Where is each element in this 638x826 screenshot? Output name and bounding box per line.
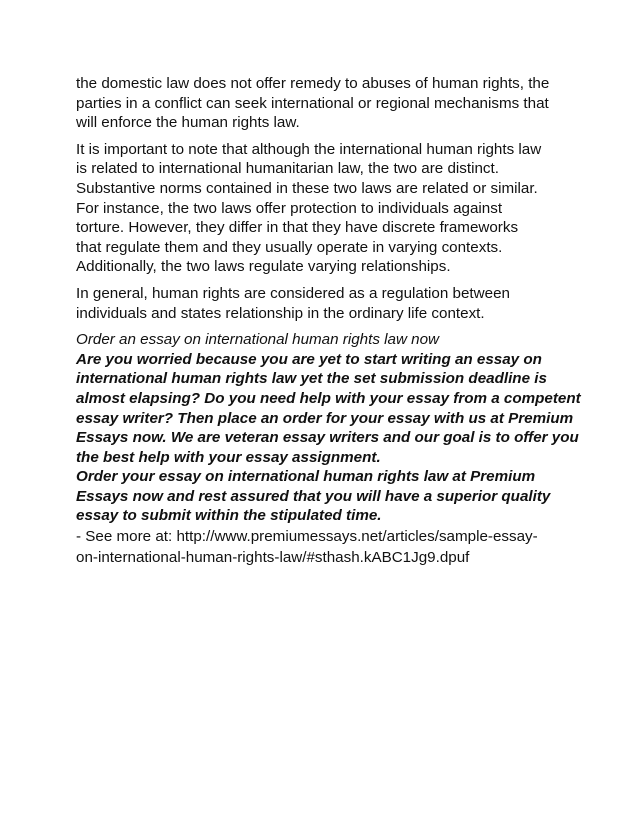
promo-paragraph — [76, 350, 581, 468]
text-line: Essays now. We are veteran essay writers and our goal is to offer you — [76, 429, 579, 447]
paragraph-general — [76, 284, 568, 323]
text-line: almost elapsing? Do you need help with your essay from a competent — [76, 389, 581, 407]
text-line: parties in a conflict can seek international or regional mechanisms that — [76, 94, 549, 112]
promo-heading-text: Order an essay on international human rights law now — [76, 331, 440, 349]
document-body — [76, 74, 581, 575]
text-line: the best help with your essay assignment. — [76, 448, 381, 466]
text-line: Order your essay on international human rights law at Premium — [76, 468, 536, 486]
text-line: - See more at: http://www.premiumessays.net/articles/sample-essay- — [76, 528, 538, 546]
promo-heading — [76, 330, 568, 350]
text-line: essay writer? Then place an order for your essay with us at Premium — [76, 409, 574, 427]
text-line: Are you worried because you are yet to start writing an essay on — [76, 350, 542, 368]
text-line: In general, human rights are considered as a regulation between — [76, 284, 510, 302]
promo-block — [76, 330, 581, 526]
paragraph-remedy — [76, 74, 568, 133]
promo-paragraph — [76, 467, 568, 526]
text-line: the domestic law does not offer remedy to abuses of human rights, the — [76, 75, 550, 92]
text-line: individuals and states relationship in the ordinary life context. — [76, 304, 485, 322]
text-line: will enforce the human rights law. — [76, 114, 300, 132]
text-line: Essays now and rest assured that you will have a superior quality — [76, 487, 551, 505]
text-line: Substantive norms contained in these two laws are related or similar. — [76, 179, 538, 197]
see-more-link[interactable] — [76, 526, 568, 568]
paragraph-distinction — [76, 140, 568, 277]
text-line: It is important to note that although the international human rights law — [76, 140, 542, 158]
text-line: Additionally, the two laws regulate varying relationships. — [76, 258, 451, 276]
text-line: For instance, the two laws offer protection to individuals against — [76, 199, 503, 217]
text-line: essay to submit within the stipulated time. — [76, 507, 382, 525]
text-line: international human rights law yet the set submission deadline is — [76, 370, 547, 388]
text-line: on-international-human-rights-law/#sthash.kABC1Jg9.dpuf — [76, 549, 470, 567]
text-line: torture. However, they differ in that they have discrete frameworks — [76, 219, 519, 237]
text-line: is related to international humanitarian law, the two are distinct. — [76, 160, 499, 178]
text-line: that regulate them and they usually operate in varying contexts. — [76, 238, 503, 256]
